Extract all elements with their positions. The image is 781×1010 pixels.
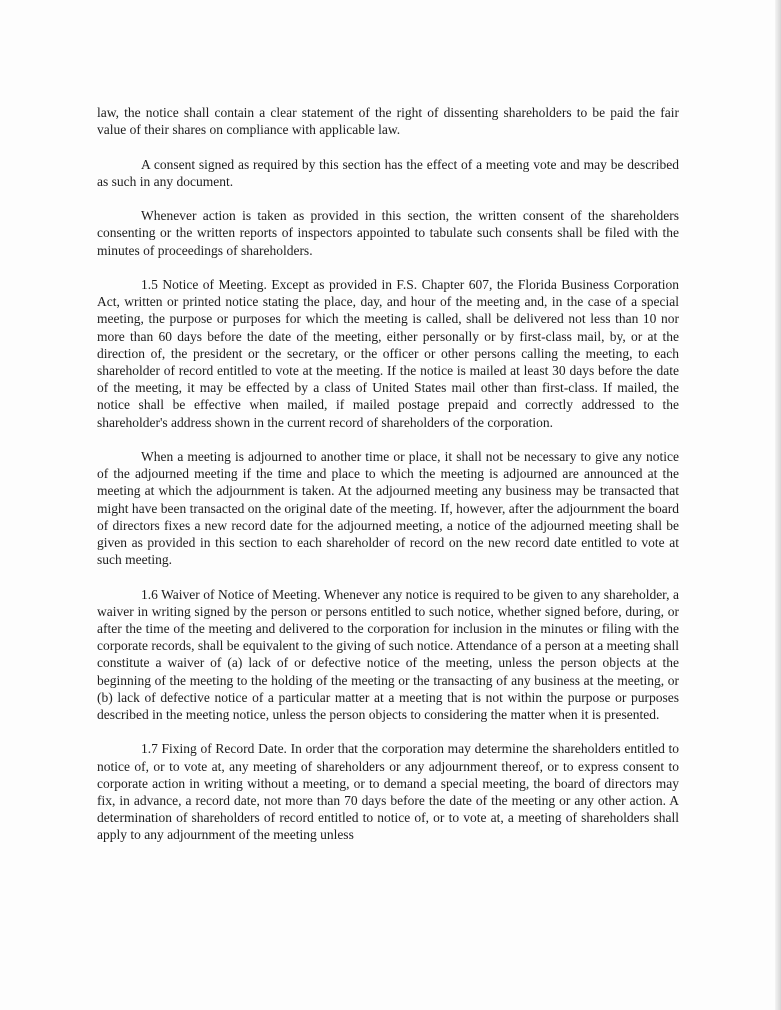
section-1-5-notice-of-meeting: 1.5 Notice of Meeting. Except as provided in F.S. Chapter 607, the Florida Business Corporation Act, written or printed notice stating the place, day, and hour of the meeting and, in the case of a special meeting, the purpose or purposes for which the meeting is called, shall be delivered not less than 10 nor more than 60 days before the date of the meeting, either personally or by first-class mail, by, or at the direction of, the president or the secretary, or the officer or other persons calling the meeting, to each shareholder of record entitled to vote at the meeting. If the notice is mailed at least 30 days before the date of the meeting, it may be effected by a class of United States mail other than first-class. If mailed, the notice shall be effective when mailed, if mailed postage prepaid and correctly addressed to the shareholder's address shown in the current record of shareholders of the corporation.: [97, 276, 679, 430]
section-1-7-fixing-record-date: 1.7 Fixing of Record Date. In order that the corporation may determine the shareholders entitled to notice of, or to vote at, any meeting of shareholders or any adjournment thereof, or to express consent to corporate action in writing without a meeting, or to demand a special meeting, the board of directors may fix, in advance, a record date, not more than 70 days before the date of the meeting or any other action. A determination of shareholders of record entitled to notice of, or to vote at, a meeting of shareholders shall apply to any adjournment of the meeting unless: [97, 741, 679, 843]
paragraph-adjourned-meeting: When a meeting is adjourned to another time or place, it shall not be necessary to give any notice of the adjourned meeting if the time and place to which the meeting is adjourned are announced at the meeting at which the adjournment is taken. At the adjourned meeting any business may be transacted that might have been transacted on the original date of the meeting. If, however, after the adjournment the board of directors fixes a new record date for the adjourned meeting, a notice of the adjourned meeting shall be given as provided in this section to each shareholder of record on the new record date entitled to vote at such meeting.: [97, 449, 679, 568]
page-edge-shadow: [775, 0, 781, 1010]
paragraph-written-consent-filing: Whenever action is taken as provided in this section, the written consent of the shareholders consenting or the written reports of inspectors appointed to tabulate such consents shall be filed with the minutes of proceedings of shareholders.: [97, 208, 679, 258]
paragraph-consent-effect: A consent signed as required by this section has the effect of a meeting vote and may be described as such in any document.: [97, 156, 679, 189]
section-1-6-waiver-of-notice: 1.6 Waiver of Notice of Meeting. Whenever any notice is required to be given to any shareholder, a waiver in writing signed by the person or persons entitled to such notice, whether signed before, during, or after the time of the meeting and delivered to the corporation for inclusion in the minutes or filing with the corporate records, shall be equivalent to the giving of such notice. Attendance of a person at a meeting shall constitute a waiver of (a) lack of or defective notice of the meeting, unless the person objects at the beginning of the meeting to the holding of the meeting or the transacting of any business at the meeting, or (b) lack of defective notice of a particular matter at a meeting that is not within the purpose or purposes described in the meeting notice, unless the person objects to considering the matter when it is presented.: [97, 586, 679, 723]
document-body: [97, 104, 679, 861]
paragraph-dissent-notice: law, the notice shall contain a clear statement of the right of dissenting shareholders to be paid the fair value of their shares on compliance with applicable law.: [97, 105, 679, 138]
